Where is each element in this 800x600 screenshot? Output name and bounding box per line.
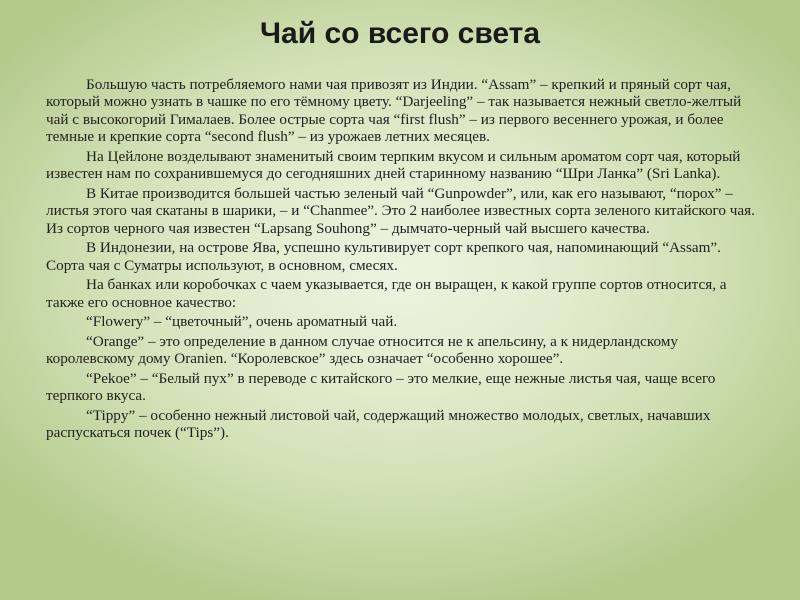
slide-body [46, 76, 758, 444]
paragraph-ceylon: На Цейлоне возделывают знаменитый своим терпким вкусом и сильным ароматом сорт чая, который известен нам по сохранившемуся до сегодняшних дней старинному названию “Шри Ланка” (Sri Lanka). [46, 147, 741, 183]
paragraph-china: В Китае производится большей частью зеленый чай “Gunpowder”, или, как его называют, “порох” – листья этого чая скатаны в шарики, – и “Chanmee”. Это 2 наиболее известных сорта зеленого китайского чая. Из сортов черного чая известен “Lapsang Souhong” – дымчато-черный чай высшего качества. [46, 184, 755, 237]
paragraph-tippy: “Tippy” – особенно нежный листовой чай, содержащий множество молодых, светлых, начавших распускаться почек (“Tips”). [46, 406, 711, 442]
slide-title: Чай со всего света [259, 17, 541, 50]
paragraph-india: Большую часть потребляемого нами чая привозят из Индии. “Assam” – крепкий и пряный сорт чая, который можно узнать в чашке по его тёмному цвету. “Darjeeling” – так называется нежный светло-желтый чай с высокогорий Гималаев. Более острые сорта чая “first flush” – из первого весеннего урожая, и более темные и крепкие сорта “second flush” – из урожаев летних месяцев. [46, 76, 742, 146]
paragraph-orange: “Orange” – это определение в данном случае относится не к апельсину, а к нидерландскому королевскому дому Oranien. “Королевское” здесь означает “особенно хорошее”. [46, 332, 679, 368]
paragraph-pekoe: “Pekoe” – “Белый пух” в переводе с китайского – это мелкие, еще нежные листья чая, чаще всего терпкого вкуса. [46, 369, 716, 405]
paragraph-indonesia: В Индонезии, на острове Ява, успешно культивирует сорт крепкого чая, напоминающий “Assam”. Сорта чая с Суматры используют, в основном, смесях. [46, 239, 721, 274]
paragraph-labels: На банках или коробочках с чаем указывается, где он выращен, к какой группе сортов относится, а также его основное качество: [46, 276, 727, 311]
paragraph-flowery: “Flowery” – “цветочный”, очень ароматный чай. [86, 313, 398, 331]
